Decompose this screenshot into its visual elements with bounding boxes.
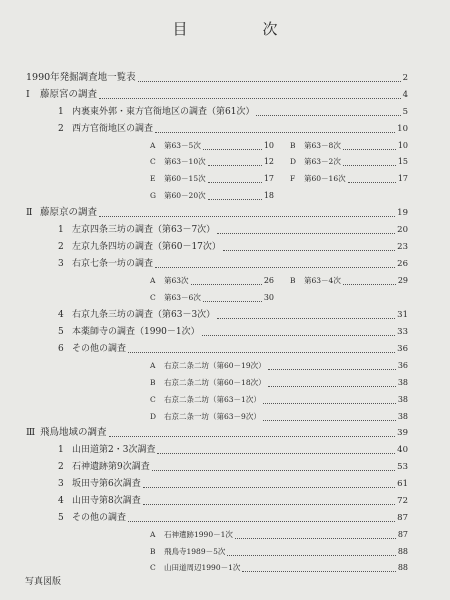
toc-entry [58,308,408,322]
toc-entry [58,477,408,491]
toc-label: 山田道周辺1990－1次 [164,563,241,572]
toc-label: 第60－20次 [164,191,206,200]
toc-page-number: 17 [397,174,408,183]
toc-entry [26,71,408,85]
toc-sub-entry [150,274,274,288]
toc-number: 1 [58,107,64,117]
toc-number: D [150,412,157,421]
toc-page-number: 10 [397,141,408,150]
toc-label: その他の調査 [72,344,127,354]
leader-dots [217,318,395,319]
toc-label: 左京四条三坊の調査（第63－7次） [72,225,216,235]
toc-label: 第63次 [164,276,189,285]
toc-entry [58,240,408,254]
toc-label: 左京九条四坊の調査（第60－17次） [72,242,221,252]
toc-sub-entry [290,139,408,153]
toc-number: B [150,547,156,556]
leader-dots [191,284,262,285]
toc-number: 2 [58,242,64,252]
leader-dots [208,182,262,183]
leader-dots [235,538,396,539]
toc-sub-entry [150,139,274,153]
toc-number: A [150,141,156,150]
leader-dots [143,504,395,505]
toc-page-number: 40 [397,445,408,455]
toc-page-number: 61 [397,479,408,489]
leader-dots [208,199,262,200]
toc-page-number: 38 [397,378,408,387]
toc-entry [58,105,408,119]
leader-dots [203,149,262,150]
toc-label: 第63－4次 [304,276,341,285]
toc-number: B [290,141,296,150]
leader-dots [99,98,401,99]
toc-number: E [150,174,156,183]
leader-dots [217,233,395,234]
toc-label: その他の調査 [72,513,127,523]
toc-label: 藤原宮の調査 [40,89,98,100]
toc-number: 2 [58,124,64,134]
toc-label: 1990年発掘調査地一覧表 [26,72,136,83]
toc-sub-entry [150,189,274,203]
toc-label: 石神遺跡1990－1次 [164,530,233,539]
leader-dots [348,182,396,183]
leader-dots [263,403,396,404]
toc-number: 1 [58,445,64,455]
toc-page-number: 39 [397,428,408,438]
toc-page-number: 12 [263,157,274,166]
leader-dots [256,115,400,116]
toc-page-number: 20 [397,225,408,235]
toc-label: 飛鳥寺1989－5次 [164,547,226,556]
toc-page-number: 88 [397,563,408,572]
toc-number: Ⅱ [26,207,33,218]
page-title: 目 次 [172,20,308,38]
leader-dots [152,470,395,471]
leader-dots [202,335,396,336]
toc-page-number: 38 [397,412,408,421]
toc-label: 第60－16次 [304,174,346,183]
toc-sub-entry [150,545,408,559]
toc-page-number: 72 [397,496,408,506]
toc-page-number: 29 [397,276,408,285]
toc-label: 山田寺第8次調査 [72,496,141,506]
leader-dots [268,369,396,370]
toc-number: 4 [58,496,64,506]
toc-label: 内裏東外郭・東方官衙地区の調査（第61次） [72,107,255,117]
toc-label: 第63－6次 [164,293,201,302]
toc-page-number: 87 [397,513,408,523]
leader-dots [128,521,395,522]
toc-label: 藤原京の調査 [40,207,98,218]
toc-number: G [150,191,156,200]
toc-page-number: 38 [397,395,408,404]
toc-page-number: 53 [397,462,408,472]
toc-sub-entry [150,561,408,575]
leader-dots [143,487,395,488]
toc-page-number: 26 [397,259,408,269]
toc-label: 右京七条一坊の調査 [72,259,154,269]
toc-page-number: 88 [397,547,408,556]
toc-label: 右京二条二坊（第60－18次） [164,378,266,387]
toc-page-number: 19 [397,208,408,218]
toc-sub-entry [150,376,408,390]
toc-label: 第60－15次 [164,174,206,183]
toc-entry [58,460,408,474]
leader-dots [128,352,395,353]
toc-number: 1 [58,225,64,235]
toc-label: 西方官衙地区の調査 [72,124,154,134]
toc-number: C [150,563,156,572]
toc-number: F [290,174,296,183]
toc-page-number: 31 [397,310,408,320]
toc-number: A [150,276,156,285]
toc-number: 4 [58,310,64,320]
leader-dots [343,284,396,285]
toc-label: 坂田寺第6次調査 [72,479,141,489]
toc-label: 山田道第2・3次調査 [72,445,156,455]
toc-page-number: 23 [397,242,408,252]
toc-entry [58,122,408,136]
leader-dots [99,216,395,217]
toc-page-number: 36 [397,361,408,370]
toc-entry [58,342,408,356]
toc-number: C [150,293,156,302]
toc-sub-entry [150,291,274,305]
leader-dots [208,165,262,166]
leader-dots [157,453,395,454]
toc-page-number: 10 [263,141,274,150]
toc-number: 3 [58,259,64,269]
toc-page-number: 26 [263,276,274,285]
toc-label: 第63－8次 [304,141,341,150]
toc-label: 第63－2次 [304,157,341,166]
toc-number: 5 [58,513,64,523]
leader-dots [242,571,395,572]
toc-page-number: 15 [397,157,408,166]
toc-entry [58,443,408,457]
toc-page-number: 17 [263,174,274,183]
toc-page-number: 10 [397,124,408,134]
toc-number: C [150,395,156,404]
toc-entry [26,88,408,102]
toc-number: Ⅲ [26,427,36,438]
toc-number: 5 [58,327,64,337]
toc-label: 第63－5次 [164,141,201,150]
toc-number: D [290,157,297,166]
toc-entry [58,494,408,508]
toc-page-number: 33 [397,327,408,337]
toc-label: 右京二条一坊（第63－9次） [164,412,261,421]
toc-label: 第63－10次 [164,157,206,166]
leader-dots [109,436,396,437]
toc-number: A [150,530,156,539]
leader-dots [155,267,395,268]
toc-sub-entry [290,274,408,288]
toc-number: 3 [58,479,64,489]
toc-label: 右京二条二坊（第63－1次） [164,395,261,404]
leader-dots [227,555,395,556]
leader-dots [223,250,395,251]
toc-sub-entry [290,155,408,169]
toc-sub-entry [150,172,274,186]
toc-sub-entry [150,528,408,542]
toc-label: 飛鳥地域の調査 [40,427,107,438]
toc-sub-entry [150,410,408,424]
toc-entry [58,223,408,237]
toc-page-number: 18 [263,191,274,200]
toc-number: C [150,157,156,166]
leader-dots [263,420,396,421]
toc-page-number: 2 [402,73,408,83]
toc-number: 2 [58,462,64,472]
toc-number: B [150,378,156,387]
leader-dots [155,132,395,133]
toc-label: 右京九条三坊の調査（第63－3次） [72,310,216,320]
toc-entry [58,325,408,339]
toc-page-number: 30 [263,293,274,302]
toc-label: 本薬師寺の調査（1990－1次） [72,327,200,337]
toc-number: A [150,361,156,370]
leader-dots [203,301,262,302]
toc-sub-entry [150,155,274,169]
toc-page-number: 87 [397,530,408,539]
toc-page-number: 36 [397,344,408,354]
toc-label: 石神遺跡第9次調査 [72,462,150,472]
toc-sub-entry [290,172,408,186]
toc-sub-entry [150,359,408,373]
toc-entry [26,206,408,220]
leader-dots [343,149,396,150]
leader-dots [343,165,396,166]
leader-dots [138,81,401,82]
toc-number: B [290,276,296,285]
leader-dots [268,386,396,387]
toc-number: Ⅰ [26,89,30,100]
toc-number: 6 [58,344,64,354]
appendix-label: 写真図版 [25,577,62,587]
toc-page-number: 5 [402,107,408,117]
toc-label: 右京二条二坊（第60－19次） [164,361,266,370]
toc-entry [58,511,408,525]
toc-sub-entry [150,393,408,407]
toc-entry [58,257,408,271]
toc-entry [26,426,408,440]
toc-page-number: 4 [402,90,408,100]
